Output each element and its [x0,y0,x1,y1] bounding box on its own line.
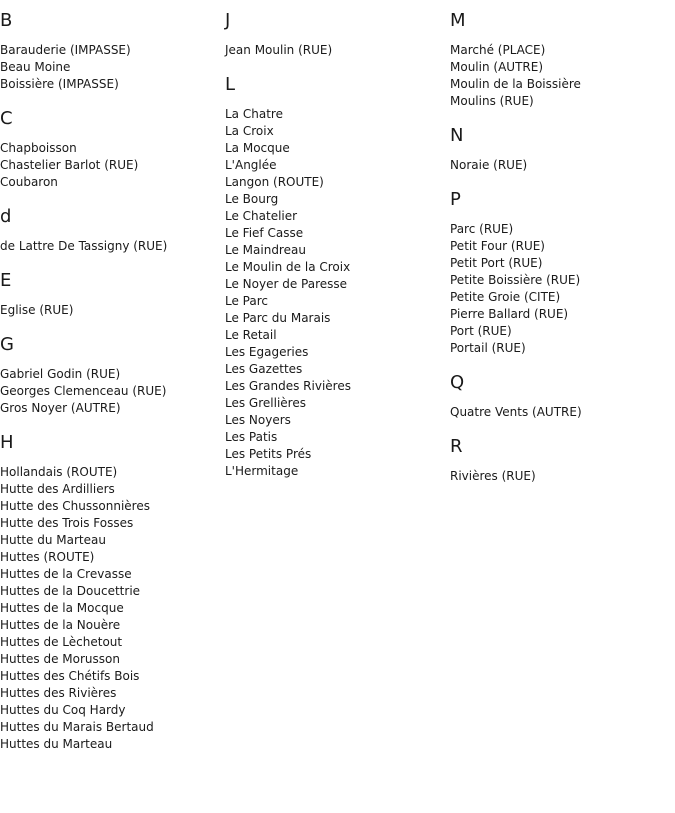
street-link[interactable]: Chastelier Barlot (RUE) [0,158,139,172]
street-link[interactable]: Les Grandes Rivières [225,379,351,393]
street-link[interactable]: Coubaron [0,175,58,189]
section-letter-heading: L [225,74,236,95]
street-link[interactable]: Huttes des Chétifs Bois [0,669,140,683]
street-link[interactable]: Moulin de la Boissière [450,77,581,91]
street-link[interactable]: Le Maindreau [225,243,306,257]
street-link[interactable]: Moulin (AUTRE) [450,60,543,74]
street-link[interactable]: Georges Clemenceau (RUE) [0,384,167,398]
street-list [225,42,445,59]
street-link[interactable]: Le Retail [225,328,277,342]
street-list [0,464,220,753]
letter-group [0,332,220,417]
street-link[interactable]: Parc (RUE) [450,222,514,236]
street-link[interactable]: Le Bourg [225,192,279,206]
section-letter-heading: N [450,125,464,146]
street-link[interactable]: Moulins (RUE) [450,94,534,108]
street-link[interactable]: Les Petits Prés [225,447,312,461]
section-letter-heading: P [450,189,461,210]
street-link[interactable]: L'Hermitage [225,464,299,478]
letter-group [225,8,445,59]
street-link[interactable]: Huttes du Coq Hardy [0,703,126,717]
street-list [0,238,220,255]
section-letter-heading: R [450,436,463,457]
letter-group [0,268,220,319]
street-link[interactable]: Huttes des Rivières [0,686,117,700]
street-link[interactable]: Portail (RUE) [450,341,526,355]
street-link[interactable]: Hollandais (ROUTE) [0,465,118,479]
street-link[interactable]: Noraie (RUE) [450,158,528,172]
street-link[interactable]: Petit Four (RUE) [450,239,545,253]
street-link[interactable]: Les Noyers [225,413,291,427]
street-link[interactable]: Le Chatelier [225,209,298,223]
street-link[interactable]: Huttes de Lèchetout [0,635,123,649]
street-link[interactable]: Pierre Ballard (RUE) [450,307,569,321]
street-link[interactable]: Eglise (RUE) [0,303,74,317]
street-link[interactable]: Port (RUE) [450,324,512,338]
letter-group [0,204,220,255]
street-link[interactable]: La Croix [225,124,274,138]
street-list [450,157,670,174]
street-list [0,302,220,319]
street-link[interactable]: Jean Moulin (RUE) [225,43,333,57]
street-link[interactable]: Marché (PLACE) [450,43,546,57]
street-index-column-3 [450,8,670,498]
street-link[interactable]: Huttes de la Crevasse [0,567,132,581]
street-list [450,404,670,421]
street-link[interactable]: Rivières (RUE) [450,469,536,483]
street-list [450,221,670,357]
street-list [0,366,220,417]
street-link[interactable]: Chapboisson [0,141,77,155]
street-index-column-2 [225,8,445,493]
street-link[interactable]: Hutte des Trois Fosses [0,516,134,530]
street-link[interactable]: Huttes du Marais Bertaud [0,720,154,734]
letter-group [0,8,220,93]
street-link[interactable]: Petite Groie (CITE) [450,290,561,304]
street-list [225,106,445,480]
street-index-column-1 [0,8,220,766]
street-link[interactable]: Hutte des Ardilliers [0,482,115,496]
street-link[interactable]: Gabriel Godin (RUE) [0,367,121,381]
street-link[interactable]: La Chatre [225,107,283,121]
street-link[interactable]: Quatre Vents (AUTRE) [450,405,582,419]
section-letter-heading: C [0,108,13,129]
letter-group [450,123,670,174]
street-link[interactable]: Le Parc du Marais [225,311,331,325]
street-link[interactable]: Huttes de la Mocque [0,601,124,615]
street-link[interactable]: Huttes de la Nouère [0,618,121,632]
street-list [450,468,670,485]
street-list [450,42,670,110]
section-letter-heading: H [0,432,14,453]
section-letter-heading: J [225,10,231,31]
street-link[interactable]: Huttes (ROUTE) [0,550,95,564]
street-link[interactable]: Les Egageries [225,345,309,359]
street-link[interactable]: Le Fief Casse [225,226,304,240]
street-link[interactable]: Les Grellières [225,396,306,410]
street-link[interactable]: Petite Boissière (RUE) [450,273,581,287]
street-link[interactable]: de Lattre De Tassigny (RUE) [0,239,168,253]
section-letter-heading: B [0,10,13,31]
section-letter-heading: E [0,270,12,291]
street-link[interactable]: Les Patis [225,430,278,444]
street-link[interactable]: Petit Port (RUE) [450,256,543,270]
section-letter-heading: Q [450,372,465,393]
street-link[interactable]: Hutte des Chussonnières [0,499,150,513]
street-link[interactable]: Le Parc [225,294,268,308]
section-letter-heading: d [0,206,12,227]
section-letter-heading: G [0,334,14,355]
street-list [0,42,220,93]
street-link[interactable]: Boissière (IMPASSE) [0,77,119,91]
letter-group [0,106,220,191]
street-link[interactable]: Hutte du Marteau [0,533,106,547]
street-link[interactable]: Le Moulin de la Croix [225,260,351,274]
section-letter-heading: M [450,10,466,31]
street-link[interactable]: Langon (ROUTE) [225,175,324,189]
street-link[interactable]: Huttes de Morusson [0,652,120,666]
street-list [0,140,220,191]
street-link[interactable]: Les Gazettes [225,362,303,376]
street-link[interactable]: La Mocque [225,141,290,155]
street-link[interactable]: Le Noyer de Paresse [225,277,348,291]
street-link[interactable]: L'Anglée [225,158,277,172]
letter-group [450,8,670,110]
letter-group [450,370,670,421]
letter-group [225,72,445,480]
street-link[interactable]: Gros Noyer (AUTRE) [0,401,121,415]
letter-group [0,430,220,753]
street-link[interactable]: Huttes du Marteau [0,737,113,751]
letter-group [450,187,670,357]
letter-group [450,434,670,485]
street-link[interactable]: Huttes de la Doucettrie [0,584,141,598]
street-link[interactable]: Barauderie (IMPASSE) [0,43,131,57]
street-link[interactable]: Beau Moine [0,60,71,74]
